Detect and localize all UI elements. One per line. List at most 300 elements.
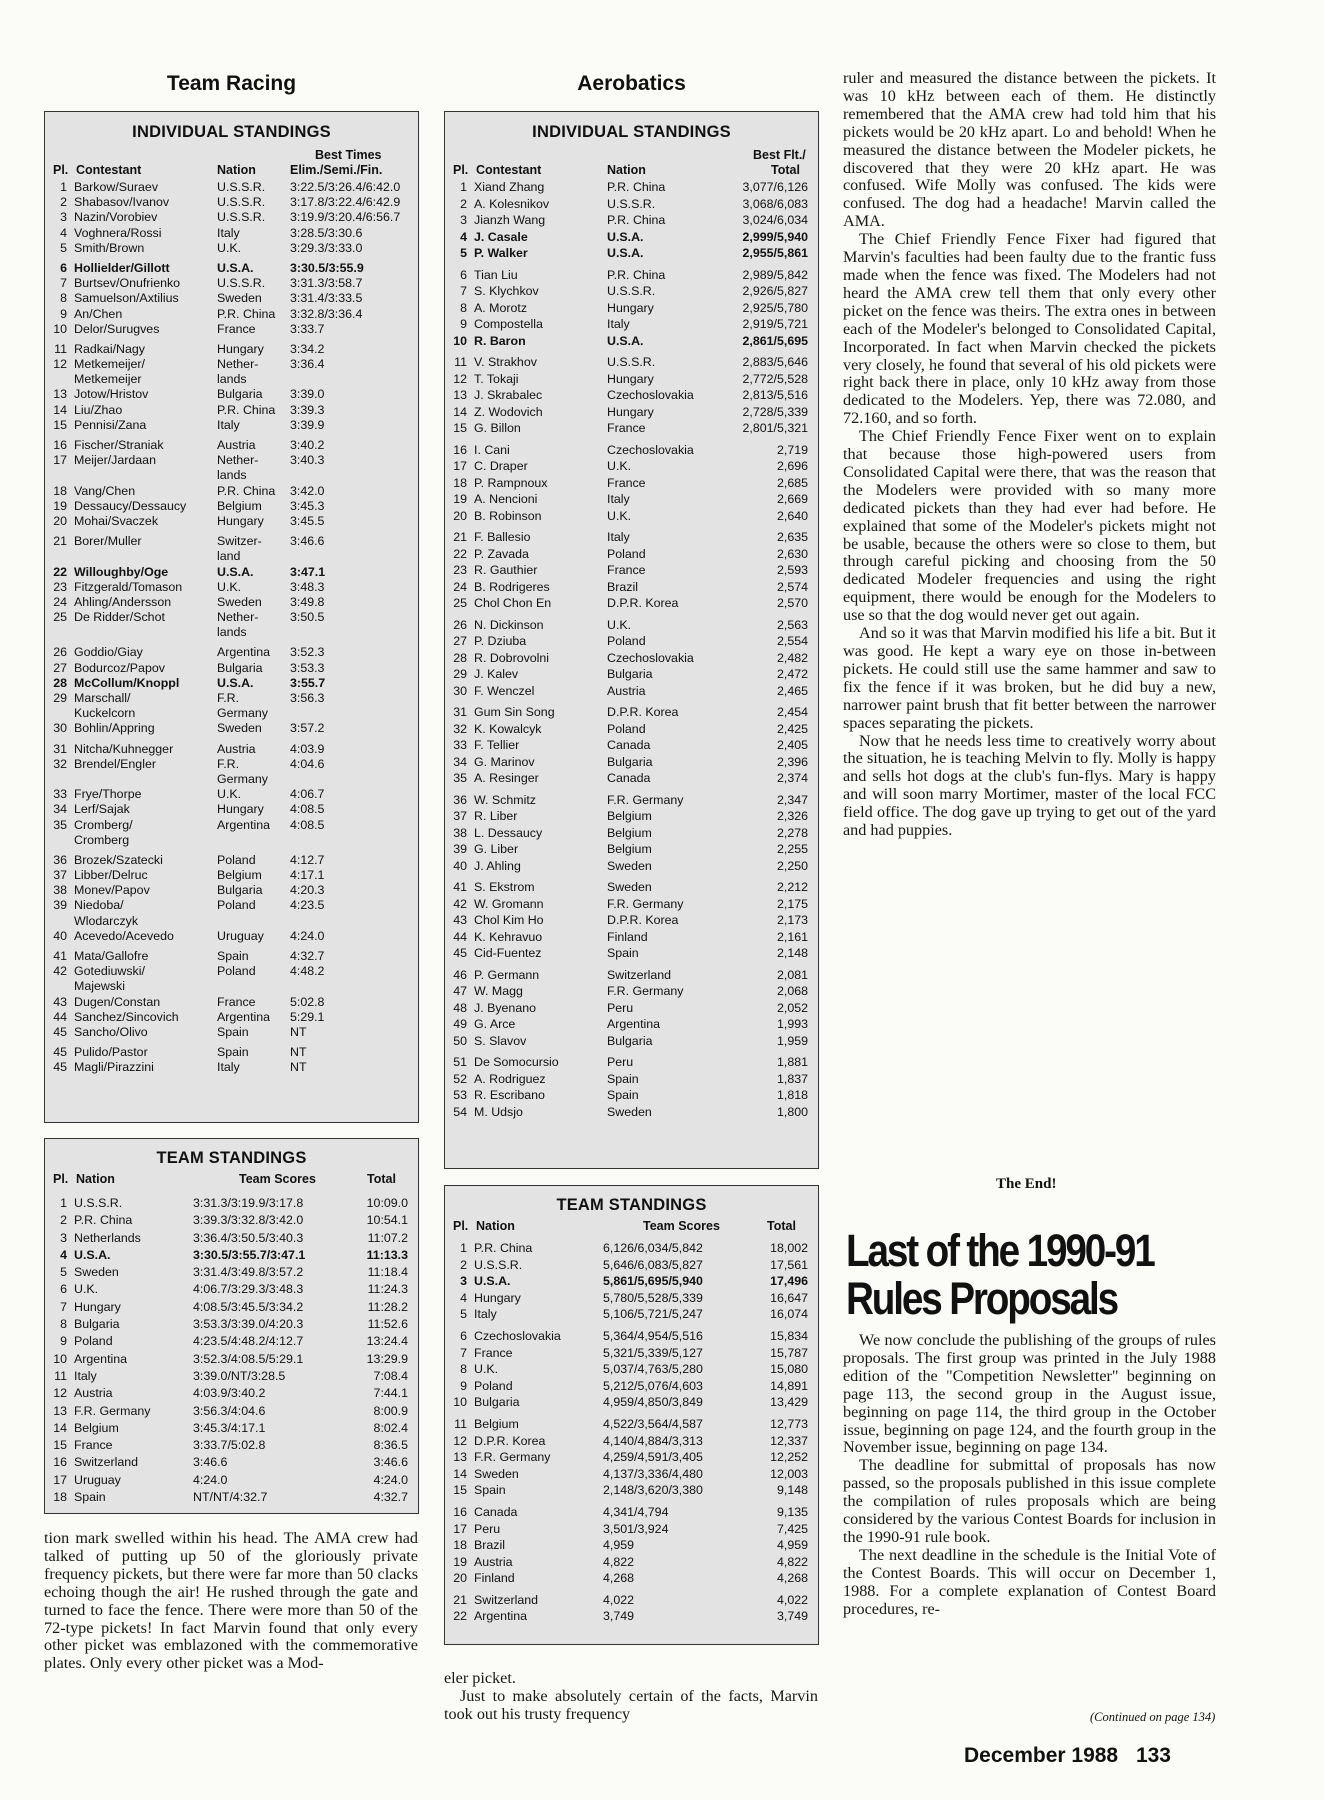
cell-place: 9 [60,306,67,321]
cell-scores: 4,140/4,884/3,313 [603,1433,703,1448]
cell-times: 3:33.7 [290,321,325,336]
cell-contestant: J. Skrabalec [474,388,543,402]
cell-nation: France [217,994,256,1009]
cell-place: 34 [453,754,467,769]
cell-score: 2,212 [776,880,808,894]
cell-nation: Finland [474,1571,515,1586]
cell-place: 22 [53,564,67,579]
cell-nation: Argentina [217,1009,271,1024]
cell-place: 18 [53,1490,67,1505]
team-racing-individual-table [44,111,419,1123]
cell-place: 53 [453,1088,467,1102]
table-row [53,1438,410,1455]
cell-nation: P.R. China [217,402,276,417]
cell-total: 4:24.0 [373,1472,408,1487]
cell-nation: Spain [607,1088,639,1102]
cell-place: 19 [453,492,467,506]
cell-total: 16,647 [770,1290,808,1305]
cell-nation: U.S.A. [607,333,644,348]
cell-nation: U.S.A. [474,1274,511,1289]
cell-nation: France [74,1438,113,1453]
cell-contestant: F. Wenczel [474,683,535,698]
cell-place: 4 [460,229,467,244]
cell-contestant: P. Rampnoux [474,475,548,490]
cell-nation: Bulgaria [217,883,263,898]
cell-nation: U.S.S.R. [474,1257,523,1272]
table-row [453,634,810,651]
cell-total: 12,773 [770,1416,808,1431]
cell-times: 3:39.3 [290,402,325,417]
cell-place: 12 [53,1386,67,1401]
cell-contestant: S. Klychkov [474,284,539,298]
table-row [453,968,810,985]
cell-contestant: Willoughby/Oge [74,564,169,579]
cell-nation: P.R. China [607,267,666,282]
cell-place: 39 [53,898,67,913]
cell-nation: Argentina [217,645,271,660]
paragraph: And so it was that Marvin modified his life a bit. But it was good. He kept a wary eye on those in-between pickets. He could still use the same hammer and saw to fix the fence if it was broken, but he did buy a new, narrower paint brush that fit better between the narrower spaces separating the pickets. [843,624,1216,732]
cell-total: 16,074 [770,1307,808,1322]
cell-nation: Belgium [74,1420,119,1435]
cell-place: 15 [453,1483,467,1498]
cell-nation: Poland [74,1334,113,1349]
cell-contestant: An/Chen [74,306,123,321]
cell-nation: U.S.S.R. [217,180,266,194]
cell-place: 22 [453,546,467,561]
cell-nation: Sweden [74,1265,119,1280]
cell-place: 5 [460,246,467,260]
cell-contestant: Radkai/Nagy [74,341,145,356]
cell-nation: Poland [474,1378,513,1393]
cell-total: 11:24.3 [367,1282,408,1297]
cell-contestant: Tian Liu [474,267,518,282]
cell-nation: Sweden [217,291,262,306]
table-row [453,284,810,301]
table-row [453,651,810,668]
cell-total: 11:28.2 [367,1299,408,1314]
table-row [453,443,810,460]
cell-nation: Austria [607,683,646,698]
cell-score: 2,593 [776,563,808,577]
cell-nation: Peru [607,1000,634,1015]
cell-nation: U.K. [217,240,242,255]
table-row [453,372,810,389]
table-row [453,826,810,843]
cell-contestant: T. Tokaji [474,371,519,386]
table-row [53,742,410,757]
cell-contestant: Nazin/Vorobiev [74,210,158,225]
cell-score: 2,161 [776,929,808,944]
cell-place: 36 [453,792,467,807]
cell-nation: Bulgaria [607,754,653,769]
cell-place: 24 [453,579,467,594]
cell-score: 2,454 [776,705,808,719]
cell-place: 11 [454,355,467,369]
cell-place: 24 [53,594,67,609]
cell-score: 2,570 [776,596,808,610]
cell-place: 17 [453,459,467,473]
cell-place: 9 [460,317,467,331]
table-row [53,929,410,944]
cell-contestant: Wlodarczyk [74,913,139,928]
cell-score: 2,278 [776,825,808,840]
cell-nation: Italy [217,225,240,240]
cell-total: 8:36.5 [373,1438,408,1453]
cell-total: 3,749 [776,1609,808,1624]
header-total: Total [367,1172,396,1186]
table-row [453,1483,810,1500]
cell-times: 3:31.3/3:58.7 [290,276,363,291]
cell-place: 3 [460,213,467,227]
table-row [453,1001,810,1018]
table-row [453,1088,810,1105]
cell-nation: Spain [217,949,249,963]
header-best1: Best Flt./ [753,148,806,162]
cell-place: 20 [453,1571,467,1586]
table-row [453,809,810,826]
cell-contestant: Cid-Fuentez [474,946,542,960]
table-row [53,1334,410,1351]
table-row [53,534,410,549]
cell-place: 7 [460,284,467,298]
table-row [453,880,810,897]
table-row [53,706,410,721]
table-row [53,403,410,418]
cell-total: 15,834 [770,1328,808,1343]
cell-total: 17,561 [770,1257,808,1272]
cell-scores: 5,646/6,083/5,827 [603,1257,703,1272]
cell-times: 3:36.4 [290,357,325,372]
cell-nation: Switzerland [474,1592,539,1607]
cell-contestant: J. Byenano [474,1000,536,1015]
cell-score: 2,396 [776,754,808,769]
cell-contestant: Marschall/ [74,691,131,705]
table-row [53,1265,410,1282]
cell-times: 3:34.2 [290,341,325,356]
cell-nation: Belgium [217,868,262,883]
cell-place: 44 [453,929,467,944]
cell-place: 13 [53,387,67,402]
footer [964,1744,1171,1768]
cell-nation: Poland [607,546,646,561]
team-racing-team-table [44,1138,419,1514]
table-row [453,1291,810,1308]
cell-place: 14 [453,1466,467,1481]
cell-place: 21 [53,534,67,549]
cell-place: 10 [453,1395,467,1410]
cell-times: 5:02.8 [290,994,325,1009]
cell-score: 2,999/5,940 [742,229,808,244]
cell-contestant: McCollum/Knoppl [74,675,180,690]
cell-scores: 4:23.5/4:48.2/4:12.7 [193,1334,304,1349]
cell-scores: 5,780/5,528/5,339 [603,1290,703,1305]
continued-note: (Continued on page 134) [1090,1710,1216,1724]
table-row [53,210,410,225]
cell-score: 2,861/5,695 [742,333,808,348]
cell-score: 2,326 [776,809,808,823]
table-row [453,317,810,334]
paragraph: Just to make absolutely certain of the facts, Marvin took out his trusty frequency [444,1686,818,1723]
cell-times: 3:40.2 [290,438,325,452]
cell-nation: P.R. China [607,180,666,194]
table-row [453,705,810,722]
table-row [53,276,410,291]
cell-contestant: S. Slavov [474,1033,527,1048]
cell-place: 16 [53,1455,67,1470]
cell-times: 4:24.0 [290,928,325,943]
cell-contestant: Monev/Papov [74,883,150,898]
cell-contestant: P. Germann [474,967,540,982]
cell-nation: Germany [217,771,268,786]
cell-place: 10 [53,321,67,336]
cell-contestant: Brozek/Szatecki [74,852,163,867]
cell-contestant: Delor/Surugves [74,321,160,336]
cell-contestant: R. Liber [474,809,518,823]
cell-contestant: Cromberg/ [74,817,133,832]
cell-times: 3:29.3/3:33.0 [290,240,363,255]
cell-contestant: A. Rodriguez [474,1071,546,1086]
cell-nation: U.K. [607,508,632,523]
table-body [453,1241,810,1626]
cell-contestant: Nitcha/Kuhnegger [74,741,174,756]
cell-times: 3:19.9/3:20.4/6:56.7 [290,210,401,225]
cell-nation: U.S.A. [217,564,254,579]
cell-times: 3:52.3 [290,645,325,660]
cell-nation: Belgium [607,842,652,856]
cell-place: 5 [60,1265,67,1280]
cell-place: 19 [453,1554,467,1569]
table-row [53,1300,410,1317]
cell-place: 42 [453,896,467,911]
cell-nation: Nether- [217,610,259,625]
cell-place: 5 [60,240,67,255]
cell-nation: Bulgaria [217,387,263,402]
cell-times: 3:50.5 [290,610,325,625]
cell-place: 2 [460,196,467,211]
cell-nation: Belgium [217,498,262,513]
table-row [453,913,810,930]
cell-place: 31 [53,741,67,756]
cell-score: 2,405 [776,738,808,752]
cell-place: 48 [453,1000,467,1015]
cell-place: 18 [53,483,67,498]
cell-times: 3:42.0 [290,483,325,498]
cell-nation: U.S.A. [217,675,254,690]
table-row [453,1034,810,1051]
cell-place: 20 [53,513,67,528]
paragraph: We now conclude the publishing of the groups of rules proposals. The first group was printed in the July 1988 edition of the "Competition Newsletter" beginning on page 113, the second group in the August issue, beginning on page 114, the third group in the October issue, beginning on page 124, and the fourth group in the November issue, beginning on page 134. [843,1331,1216,1457]
table-row [453,421,810,438]
team-racing-heading [44,72,419,96]
cell-place: 45 [53,1024,67,1039]
cell-total: 13,429 [770,1395,808,1410]
section-heading: Team Racing [166,72,297,95]
cell-total: 13:24.4 [366,1334,408,1349]
table-row [453,213,810,230]
cell-score: 2,255 [776,842,808,856]
cell-place: 18 [453,475,467,490]
cell-score: 2,989/5,842 [742,267,808,282]
table-row [53,833,410,848]
cell-nation: Hungary [217,341,264,356]
cell-total: 13:29.9 [366,1351,408,1366]
cell-nation: Italy [607,492,630,506]
header-pl: Pl. [453,1219,469,1233]
cell-place: 17 [53,453,67,468]
cell-contestant: F. Ballesio [474,530,531,544]
cell-nation: Switzer- [217,534,262,549]
header-scores: Team Scores [239,1172,316,1186]
cell-place: 49 [453,1017,467,1031]
cell-scores: 4:24.0 [193,1472,228,1487]
cell-nation: Czechoslovakia [607,442,694,457]
cell-place: 1 [460,1241,467,1255]
cell-contestant: Compostella [474,317,543,331]
cell-nation: Bulgaria [607,1033,653,1048]
cell-times: 3:39.0 [290,387,325,402]
cell-place: 12 [53,357,67,372]
table-row [53,610,410,625]
cell-times: NT [290,1024,307,1039]
cell-contestant: Bohlin/Appring [74,721,155,736]
cell-scores: 3:39.0/NT/3:28.5 [193,1368,286,1383]
table-header [453,148,810,178]
table-row [53,195,410,210]
cell-nation: France [607,563,646,577]
cell-times: 3:40.3 [290,453,325,468]
cell-nation: Nether- [217,453,259,468]
cell-score: 1,959 [776,1033,808,1048]
cell-times: 4:08.5 [290,817,325,832]
table-row [53,914,410,929]
cell-total: 8:02.4 [373,1420,408,1435]
cell-score: 1,800 [776,1104,808,1119]
cell-times: 4:17.1 [290,868,325,883]
cell-contestant: Fischer/Straniak [74,438,164,452]
cell-contestant: Hollielder/Gillott [74,260,170,275]
cell-nation: Spain [74,1490,106,1505]
cell-place: 14 [453,404,467,419]
cell-place: 18 [453,1538,467,1553]
table-row [453,509,810,526]
cell-contestant: Dugen/Constan [74,994,161,1009]
cell-total: 15,787 [770,1345,808,1360]
cell-score: 2,482 [776,650,808,665]
cell-place: 6 [60,260,67,275]
table-row [453,334,810,351]
cell-contestant: Niedoba/ [74,898,124,913]
cell-score: 2,472 [776,667,808,681]
cell-place: 43 [53,994,67,1009]
cell-score: 2,696 [776,459,808,473]
table-row [53,357,410,372]
cell-nation: F.R. Germany [607,792,684,807]
cell-place: 1 [60,1196,67,1210]
cell-place: 45 [453,946,467,960]
table-title: TEAM STANDINGS [156,1149,307,1167]
cell-score: 2,801/5,321 [742,421,808,435]
cell-nation: Argentina [217,817,271,832]
cell-score: 2,173 [776,913,808,927]
cell-contestant: Mohai/Svaczek [74,513,159,528]
cell-scores: 4,268 [603,1571,635,1586]
table-row [453,1362,810,1379]
cell-nation: U.K. [474,1362,499,1377]
cell-nation: U.S.S.R. [217,210,266,225]
table-row [453,596,810,613]
cell-place: 2 [60,1213,67,1228]
cell-nation: U.K. [607,617,632,632]
cell-scores: 4,959/4,850/3,849 [603,1395,703,1410]
table-row [53,1473,410,1490]
table-row [53,342,410,357]
cell-contestant: B. Rodrigeres [474,579,550,594]
cell-contestant: N. Dickinson [474,617,544,632]
cell-score: 2,635 [776,530,808,544]
cell-contestant: W. Schmitz [474,792,536,807]
table-header [53,1172,410,1188]
cell-score: 2,250 [776,858,808,873]
cell-nation: Peru [474,1521,501,1536]
cell-place: 36 [53,852,67,867]
cell-total: 10:54.1 [366,1213,408,1228]
cell-contestant: A. Morotz [474,300,528,315]
cell-place: 10 [453,333,467,348]
table-row [453,1258,810,1275]
cell-nation: Hungary [474,1290,521,1305]
cell-times: 3:45.3 [290,498,325,513]
paragraph: The Chief Friendly Fence Fixer went on to explain that because those high-powered users from Consolidated Capital were there, that was the reason that the Modelers were provided with so many more dedicated pickets than they had ever had before. He explained that some of the Modeler's pickets might not be usable, because the others were so close to them, but through careful picking and choosing from the 50 dedicated Modeler frequencies and using the right equipment, there would be enough for the Modelers to use so that the dog would never get out again. [843,427,1216,625]
cell-times: 4:03.9 [290,741,325,756]
cell-nation: Italy [607,317,630,331]
paragraph: Now that he needs less time to creatively worry about the situation, he is teaching Melvin to fly. Molly is happy and sells hot dogs at the club's fun-flys. Mary is happy and will soon marry Mortimer, master of the local FCC field office. The dog gave up trying to get out of the yard and had puppies. [843,731,1216,840]
cell-nation: Italy [474,1307,497,1322]
table-row [453,1555,810,1572]
cell-nation: Spain [474,1483,506,1498]
table-row [453,1593,810,1610]
table-row [53,241,410,256]
section-heading: Aerobatics [577,72,686,95]
header-nation: Nation [76,1172,115,1186]
cell-scores: 2,148/3,620/3,380 [603,1483,703,1498]
cell-scores: 5,106/5,721/5,247 [603,1307,703,1322]
cell-contestant: Borer/Muller [74,534,142,549]
cell-contestant: Brendel/Engler [74,756,156,771]
table-title: INDIVIDUAL STANDINGS [132,123,331,141]
cell-contestant: I. Cani [474,442,510,457]
paragraph: ruler and measured the distance between the pickets. It was 10 kHz between each of them. He distinctly remembered that the AMA crew had told him that his pickets would be 20 kHz apart. Lo and behold! When he measured the distance between the Modeler pickets, he discovered that they were 20 kHz apart. He was confused. Wife Molly was confused. The kids were confused. The dog had a headache! Marvin called the AMA. [843,69,1216,231]
cell-nation: Poland [217,898,256,913]
table-row [53,883,410,898]
cell-times: 3:49.8 [290,594,325,609]
cell-contestant: Gotediuwski/ [74,964,145,979]
cell-place: 14 [53,1420,67,1435]
cell-score: 2,574 [776,579,808,594]
cell-place: 25 [53,610,67,625]
cell-times: 4:23.5 [290,898,325,913]
table-row [53,676,410,691]
col3-article-text [843,1332,1216,1619]
cell-contestant: Shabasov/Ivanov [74,195,170,210]
table-row [53,1455,410,1472]
table-row [53,1196,410,1213]
cell-nation: Uruguay [217,928,264,943]
cell-nation: Bulgaria [217,660,263,675]
table-row [453,1105,810,1122]
cell-contestant: G. Arce [474,1017,516,1031]
cell-nation: U.K. [217,579,242,594]
cell-score: 2,563 [776,617,808,632]
